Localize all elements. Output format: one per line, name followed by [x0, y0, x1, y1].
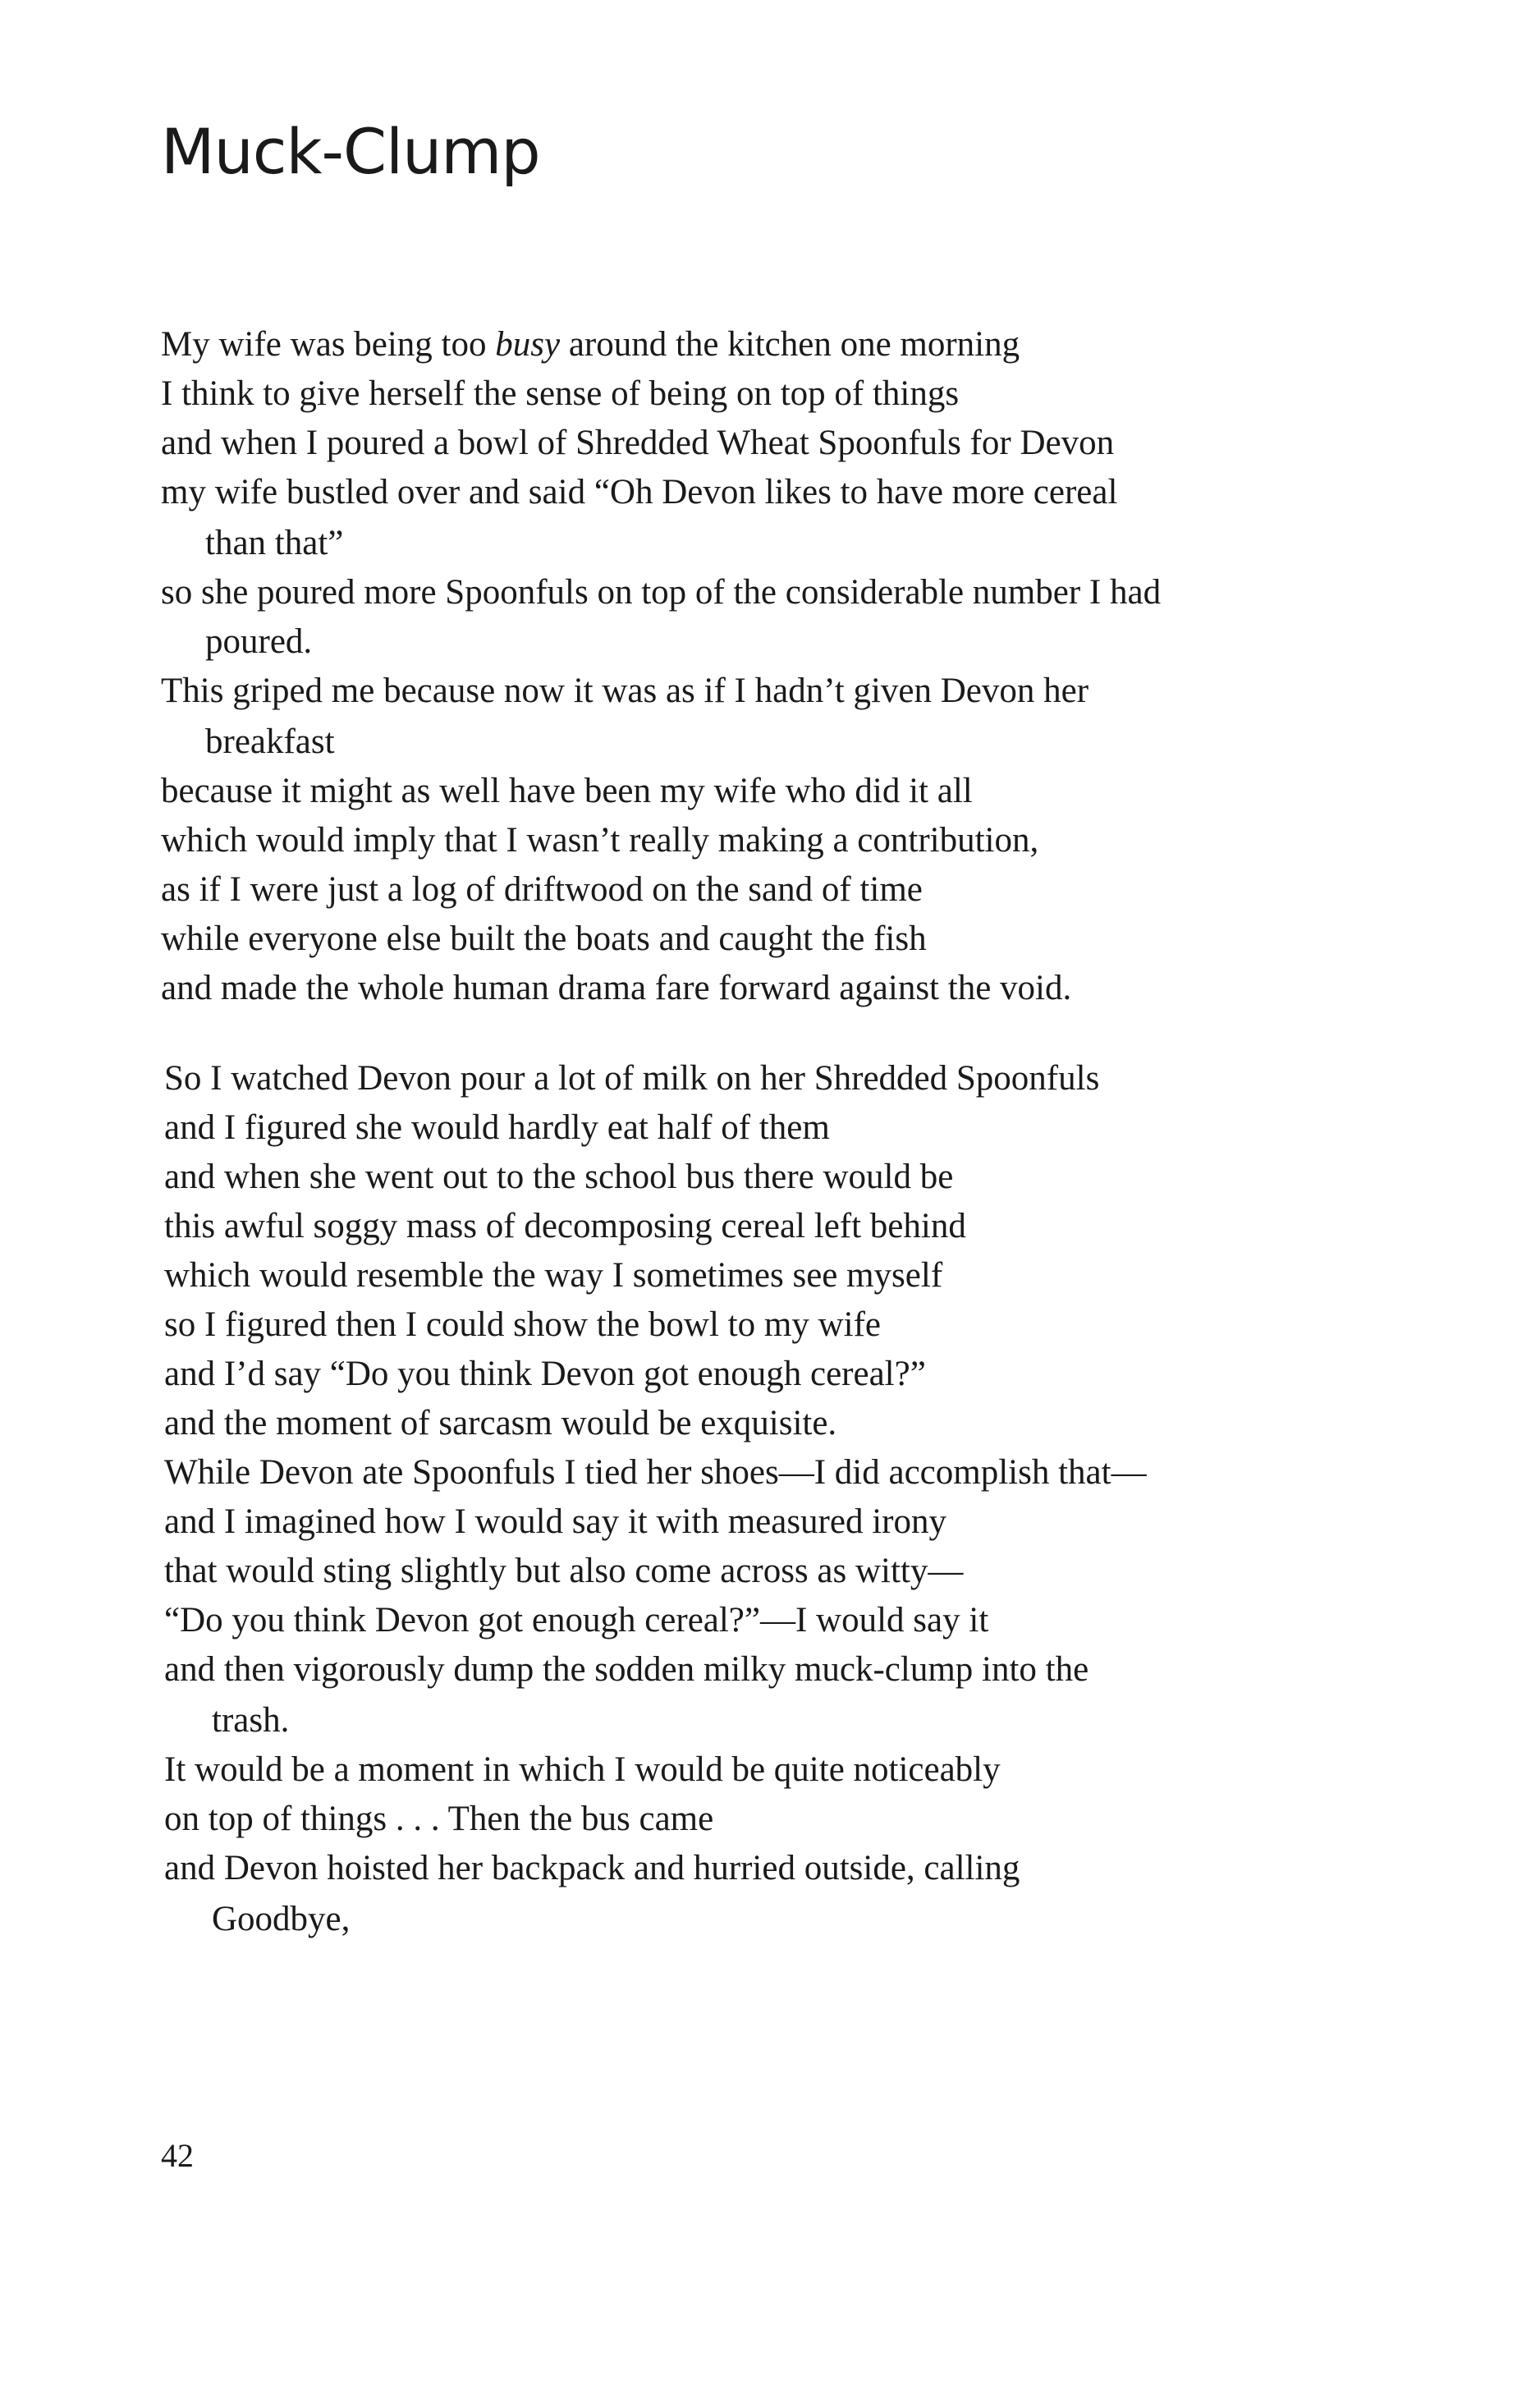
poem-line: on top of things . . . Then the bus came	[164, 1800, 714, 1838]
poem-line: and I imagined how I would say it with measured irony	[164, 1502, 946, 1541]
poem-line: which would imply that I wasn’t really making a contribution,	[161, 821, 1039, 860]
poem-line: and made the whole human drama fare forward against the void.	[161, 969, 1072, 1007]
poem-line: and Devon hoisted her backpack and hurried outside, calling	[164, 1849, 1020, 1887]
poem-line: and I’d say “Do you think Devon got enough cereal?”	[164, 1355, 926, 1393]
poem-title: Muck-Clump	[161, 115, 540, 188]
poem-line: and when she went out to the school bus there would be	[164, 1158, 954, 1196]
poem-line: It would be a moment in which I would be quite noticeably	[164, 1750, 1001, 1789]
poem-line: so I figured then I could show the bowl to my wife	[164, 1305, 881, 1344]
poem-line: This griped me because now it was as if I hadn’t given Devon her	[161, 672, 1089, 710]
poem-line-continuation: breakfast	[205, 722, 335, 761]
poem-line: so she poured more Spoonfuls on top of the considerable number I had	[161, 573, 1162, 612]
poem-line: that would sting slightly but also come across as witty—	[164, 1552, 964, 1590]
poem-line: So I watched Devon pour a lot of milk on her Shredded Spoonfuls	[164, 1059, 1100, 1098]
poem-line-continuation: than that”	[205, 524, 344, 562]
poem-line: while everyone else built the boats and caught the fish	[161, 920, 927, 958]
poem-line: I think to give herself the sense of being on top of things	[161, 374, 960, 413]
poem-line: My wife was being too busy around the kitchen one morning	[161, 325, 1020, 364]
poem-line: this awful soggy mass of decomposing cereal left behind	[164, 1207, 966, 1245]
poem-line: as if I were just a log of driftwood on the sand of time	[161, 870, 923, 909]
page-number: 42	[161, 2137, 194, 2174]
poem-line: because it might as well have been my wife who did it all	[161, 772, 973, 810]
poem-line: “Do you think Devon got enough cereal?”—I would say it	[164, 1601, 989, 1640]
poem-line: and I figured she would hardly eat half of them	[164, 1108, 830, 1147]
poem-line: While Devon ate Spoonfuls I tied her shoes—I did accomplish that—	[164, 1453, 1147, 1492]
poem-line: my wife bustled over and said “Oh Devon likes to have more cereal	[161, 473, 1118, 511]
poem-line-continuation: poured.	[205, 622, 313, 661]
poem-line: and then vigorously dump the sodden milky muck-clump into the	[164, 1650, 1089, 1689]
poem-line: and the moment of sarcasm would be exquisite.	[164, 1404, 837, 1442]
poem-line: and when I poured a bowl of Shredded Wheat Spoonfuls for Devon	[161, 424, 1115, 462]
poem-line-continuation: trash.	[212, 1701, 290, 1740]
emphasis: busy	[495, 325, 561, 364]
poem-line: which would resemble the way I sometimes see myself	[164, 1256, 943, 1295]
poem-line-continuation: Goodbye,	[212, 1900, 351, 1938]
